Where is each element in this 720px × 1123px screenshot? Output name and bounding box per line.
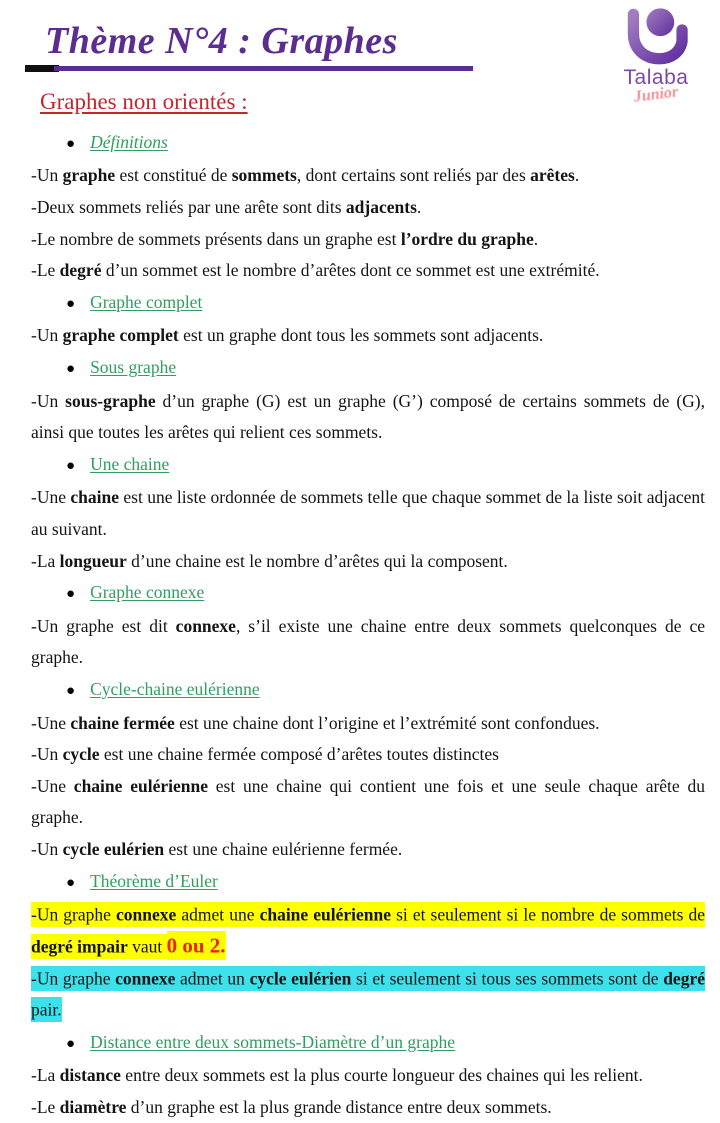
text-segment: connexe [115,966,175,991]
text-segment: -Un graphe est dit [31,615,176,636]
text-segment: longueur [59,550,127,571]
bullet-heading-une-chaine [66,449,705,483]
bullet-heading-label: Une chaine [90,453,170,474]
definition-line [31,1092,705,1123]
text-segment: est une chaine fermée composé d’arêtes toutes distinctes [99,744,499,765]
definition-line [31,386,705,449]
text-segment: chaine eulérienne [260,902,391,927]
title-underline-purple-rule [54,66,473,71]
text-segment: d’un sommet est le nombre d’arêtes dont ce sommet est une extrémité. [101,260,600,281]
text-segment: est une chaine eulérienne fermée. [164,838,403,859]
text-segment: est une chaine qui contient une fois et une seule chaque arête du graphe. [31,775,705,828]
definition-line [31,224,705,256]
text-segment: cycle [62,744,100,765]
bullet-icon: ● [66,586,76,603]
text-segment: graphe [62,165,116,186]
definition-line [31,192,705,224]
text-segment: -Une [31,487,71,508]
text-segment: l’ordre du graphe [400,228,534,249]
definition-line [31,160,705,192]
bullet-heading-graphe-complet [66,287,705,321]
text-segment: pair. [31,997,62,1022]
bullet-heading-theoreme-euler [66,866,705,900]
text-segment: -La [31,1065,60,1086]
text-segment: chaine fermée [70,712,175,733]
bullet-heading-label: Distance entre deux sommets-Diamètre d’un graphe [90,1031,455,1052]
text-segment: -Un [31,165,63,186]
text-segment: 0 ou 2. [167,931,226,960]
text-segment: sommets [231,165,297,186]
text-segment: -Deux sommets reliés par une arête sont dits [31,197,346,218]
text-segment: . [533,228,539,249]
definition-line [31,546,705,578]
text-segment: -Le nombre de sommets présents dans un graphe est [31,228,401,249]
page-title: Thème N°4 : Graphes [45,20,398,62]
text-segment: est une liste ordonnée de sommets telle que chaque sommet de la liste soit adjacent au suivant. [31,487,706,540]
text-segment: arêtes [530,165,575,186]
text-segment: cycle eulérien [250,966,352,991]
text-segment: chaine eulérienne [73,775,208,796]
text-segment: -Un [31,390,66,411]
talaba-logo-icon [604,4,708,70]
text-segment: sous-graphe [65,390,156,411]
bullet-heading-label: Définitions [90,131,168,152]
definition-line [31,771,705,834]
text-segment: si et seulement si tous ses sommets sont de [351,966,663,991]
text-segment: d’un graphe (G) est un graphe (G’) composé de certains sommets de (G), ainsi que toutes les arêtes qui relient ces sommets. [31,390,705,443]
bullet-icon: ● [66,361,76,378]
text-segment: . [416,197,422,218]
text-segment: entre deux sommets est la plus courte longueur des chaines qui les relient. [120,1065,643,1086]
text-segment: degré [59,260,102,281]
text-segment: admet un [175,966,249,991]
document-body [0,121,720,1123]
section-heading: Graphes non orientés : [40,88,248,114]
bullet-heading-label: Graphe connexe [90,582,205,603]
bullet-icon: ● [66,682,76,699]
definition-line [31,611,705,674]
logo-brand-text: Talaba [623,66,689,89]
text-segment: est un graphe dont tous les sommets sont adjacents. [178,325,544,346]
bullet-icon: ● [66,1035,76,1052]
text-segment: -La [31,550,60,571]
text-segment: -Un graphe [31,902,116,927]
text-segment: admet une [176,902,259,927]
text-segment: , dont certains sont reliés par des [296,165,531,186]
text-segment: adjacents [345,197,417,218]
text-segment: cycle eulérien [62,838,165,859]
text-segment: degré impair [31,934,128,959]
text-segment: chaine [70,487,120,508]
text-segment: est constitué de [115,165,232,186]
definition-line [31,482,705,545]
text-segment: -Un [31,325,63,346]
logo-sub-text: Junior [632,83,680,106]
text-segment: d’un graphe est la plus grande distance entre deux sommets. [126,1096,552,1117]
definition-line [31,739,705,771]
text-segment: -Une [31,775,74,796]
text-segment: -Un graphe [31,966,115,991]
text-segment: graphe complet [62,325,179,346]
bullet-heading-cycle-chaine-eulerienne [66,674,705,708]
talaba-junior-logo [604,4,708,104]
definition-line [31,1060,705,1092]
text-segment: -Un [31,838,63,859]
title-underline [25,65,473,73]
text-segment: -Le [31,260,60,281]
text-segment: . [574,165,580,186]
text-segment: si et seulement si le nombre de sommets de [391,902,705,927]
bullet-icon: ● [66,457,76,474]
bullet-icon: ● [66,135,76,152]
definition-line [31,255,705,287]
highlighted-theorem-line [31,963,705,1026]
bullet-icon: ● [66,295,76,312]
text-segment: -Le [31,1096,60,1117]
bullet-heading-label: Sous graphe [90,357,177,378]
text-segment: connexe [175,615,236,636]
bullet-heading-label: Graphe complet [90,291,203,312]
text-segment: est une chaine dont l’origine et l’extrémité sont confondues. [174,712,600,733]
text-segment: connexe [116,902,176,927]
definition-line [31,834,705,866]
bullet-heading-sous-graphe [66,352,705,386]
bullet-heading-distance-diametre [66,1027,705,1061]
bullet-heading-definitions [66,127,705,161]
text-segment: diamètre [59,1096,127,1117]
bullet-heading-label: Cycle-chaine eulérienne [90,678,260,699]
text-segment: distance [59,1065,121,1086]
bullet-heading-graphe-connexe [66,577,705,611]
text-segment: , s’il existe une chaine entre deux sommets quelconques de ce graphe. [31,615,705,668]
text-segment: vaut [128,934,167,959]
definition-line [31,320,705,352]
bullet-heading-label: Théorème d’Euler [90,870,218,891]
text-segment: d’une chaine est le nombre d’arêtes qui la composent. [126,550,508,571]
bullet-icon: ● [66,874,76,891]
highlighted-theorem-line [31,899,705,963]
text-segment: degré [663,966,705,991]
text-segment: -Un [31,744,63,765]
text-segment: -Une [31,712,71,733]
definition-line [31,708,705,740]
